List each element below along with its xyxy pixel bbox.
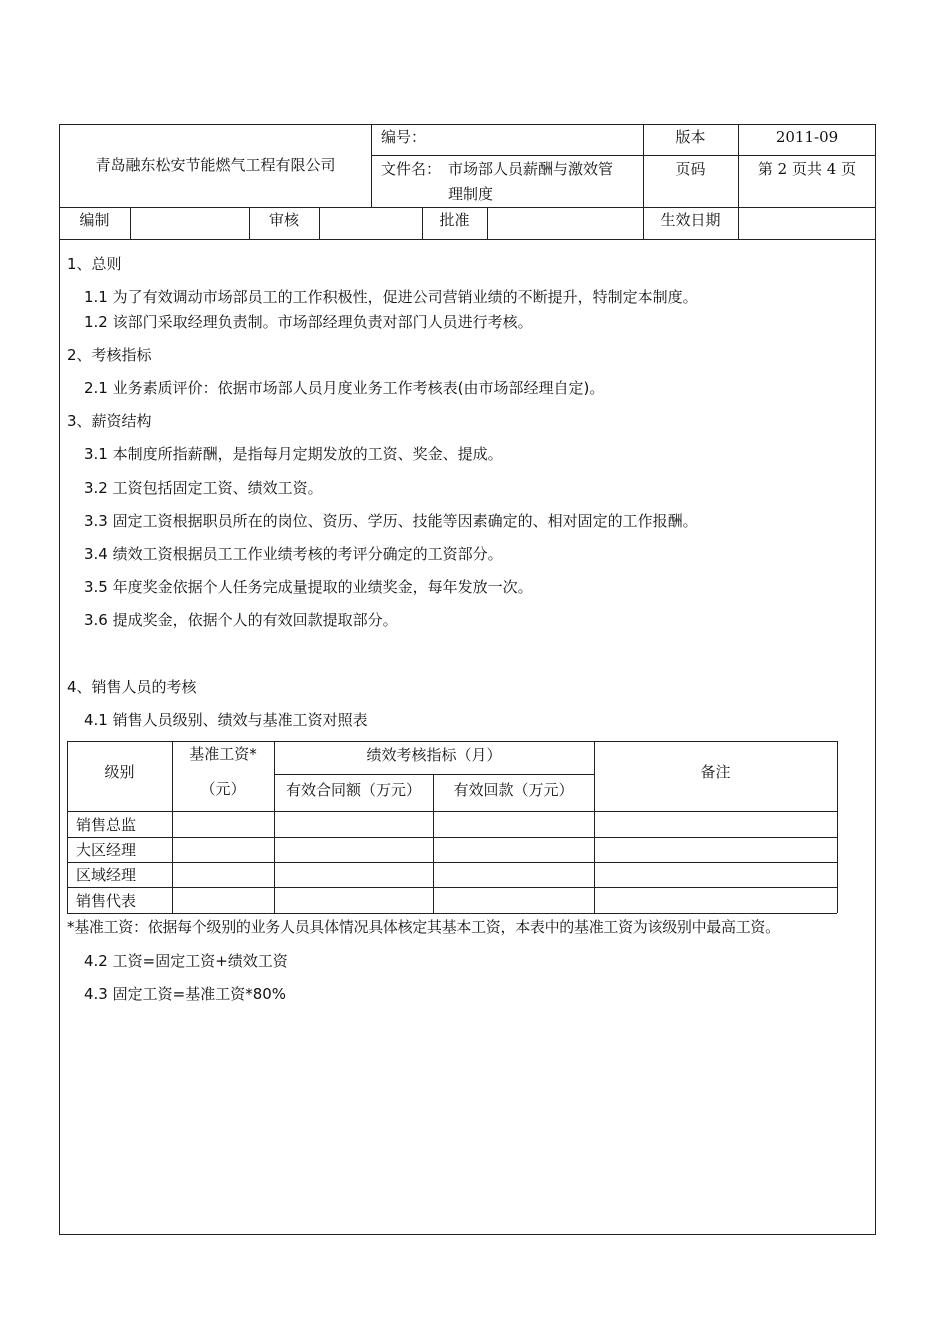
- header-divider: [130, 207, 131, 239]
- filename-label: 文件名：: [381, 160, 442, 178]
- header-divider: [319, 207, 320, 239]
- col-remark-header: 备注: [700, 763, 731, 781]
- section-3-title: 3、薪资结构: [67, 412, 152, 430]
- page-label: 页码: [675, 160, 706, 178]
- section-2-title: 2、考核指标: [67, 346, 152, 364]
- company-name: 青岛融东松安节能燃气工程有限公司: [95, 156, 336, 174]
- header-divider: [59, 207, 876, 208]
- table-border: [67, 811, 837, 812]
- filename-line2: 理制度: [448, 185, 494, 203]
- col-base-header-line2: （元）: [200, 780, 246, 798]
- header-divider: [371, 155, 876, 156]
- table-border: [67, 913, 837, 914]
- section-1-2: 1.2 该部门采取经理负责制。市场部经理负责对部门人员进行考核。: [84, 313, 533, 331]
- section-3-3: 3.3 固定工资根据职员所在的岗位、资历、学历、技能等因素确定的、相对固定的工作报酬。: [84, 512, 698, 530]
- col-perf-header: 绩效考核指标（月）: [366, 746, 502, 764]
- doc-number-label: 编号：: [381, 128, 427, 146]
- effective-date-label: 生效日期: [660, 211, 721, 229]
- section-4-3: 4.3 固定工资=基准工资*80%: [84, 985, 287, 1003]
- table-row-label: 区域经理: [76, 866, 137, 884]
- version-label: 版本: [675, 128, 706, 146]
- header-divider: [59, 239, 876, 240]
- table-footnote: *基准工资：依据每个级别的业务人员具体情况具体核定其基本工资，本表中的基准工资为该级别中最高工资。: [67, 918, 780, 936]
- col-level-header: 级别: [104, 763, 135, 781]
- section-1-title: 1、总则: [67, 255, 122, 273]
- section-4-1: 4.1 销售人员级别、绩效与基准工资对照表: [84, 711, 368, 729]
- table-row-label: 大区经理: [76, 841, 137, 859]
- section-3-2: 3.2 工资包括固定工资、绩效工资。: [84, 479, 323, 497]
- header-divider: [371, 124, 372, 208]
- table-border: [837, 741, 838, 913]
- review-label: 审核: [268, 211, 299, 229]
- table-border: [274, 741, 275, 913]
- page-value: 第 2 页共 4 页: [757, 160, 857, 178]
- section-4-title: 4、销售人员的考核: [67, 678, 197, 696]
- table-border: [67, 862, 837, 863]
- section-3-5: 3.5 年度奖金依据个人任务完成量提取的业绩奖金，每年发放一次。: [84, 578, 533, 596]
- section-3-1: 3.1 本制度所指薪酬，是指每月定期发放的工资、奖金、提成。: [84, 445, 503, 463]
- section-3-4: 3.4 绩效工资根据员工工作业绩考核的考评分确定的工资部分。: [84, 545, 503, 563]
- compile-label: 编制: [79, 211, 110, 229]
- section-3-6: 3.6 提成奖金，依据个人的有效回款提取部分。: [84, 611, 398, 629]
- col-base-header-line1: 基准工资*: [189, 745, 257, 763]
- table-row-label: 销售代表: [76, 892, 137, 910]
- approve-label: 批准: [439, 211, 470, 229]
- table-row-label: 销售总监: [76, 816, 137, 834]
- section-1-1: 1.1 为了有效调动市场部员工的工作积极性，促进公司营销业绩的不断提升，特制定本制度。: [84, 288, 698, 306]
- table-border: [67, 887, 837, 888]
- version-value: 2011-09: [775, 128, 839, 146]
- section-2-1: 2.1 业务素质评价：依据市场部人员月度业务工作考核表(由市场部经理自定)。: [84, 379, 605, 397]
- table-border: [67, 837, 837, 838]
- table-border: [67, 741, 837, 742]
- filename-line1: 市场部人员薪酬与激效管: [448, 160, 614, 178]
- table-border: [274, 774, 594, 775]
- col-payment-header: 有效回款（万元）: [453, 781, 574, 799]
- col-contract-header: 有效合同额（万元）: [285, 781, 421, 799]
- table-border: [172, 741, 173, 913]
- section-4-2: 4.2 工资=固定工资+绩效工资: [84, 952, 288, 970]
- header-divider: [487, 207, 488, 239]
